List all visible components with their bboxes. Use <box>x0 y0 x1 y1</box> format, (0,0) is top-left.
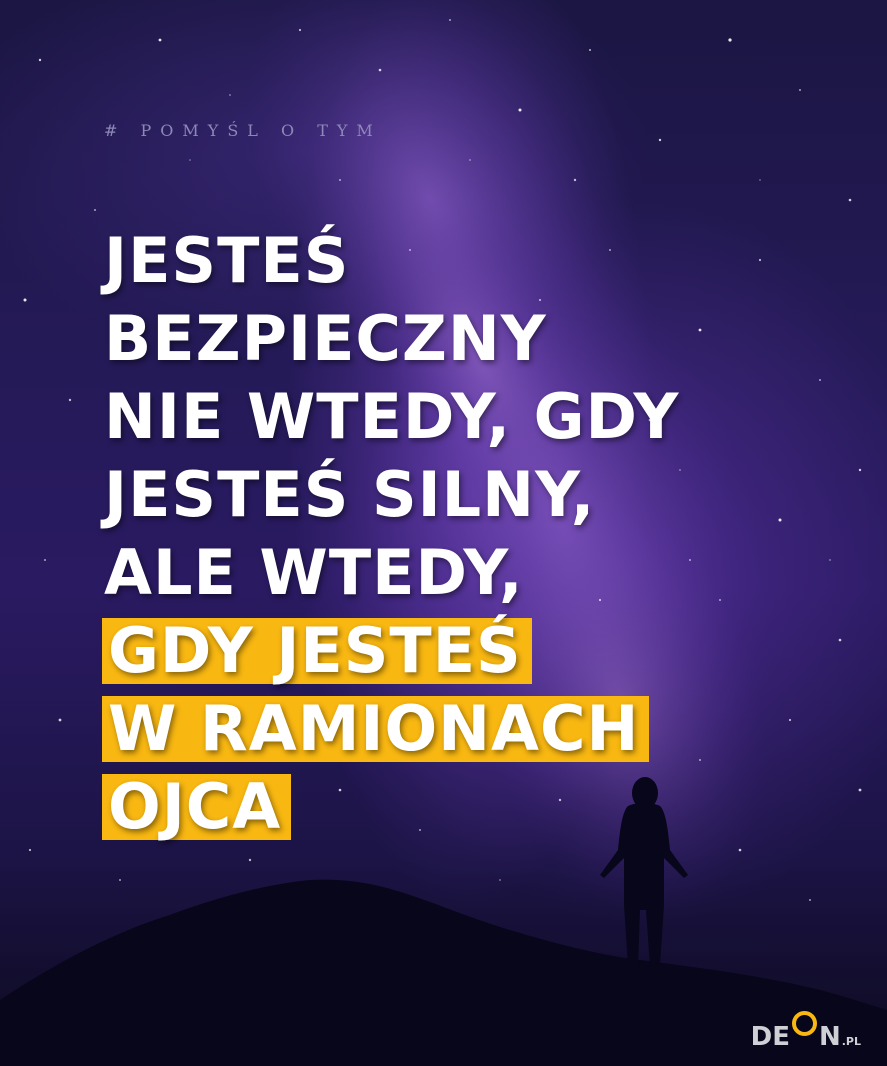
quote-line: BEZPIECZNY <box>104 302 547 375</box>
deon-logo: DE N .PL <box>751 1020 861 1052</box>
quote-line: JESTEŚ SILNY, <box>104 458 596 531</box>
logo-o-ring-icon <box>792 1011 817 1036</box>
quote-line: JESTEŚ <box>104 224 350 297</box>
hashtag-label: # POMYŚL O TYM <box>104 121 382 140</box>
quote-line-highlighted: OJCA <box>104 768 685 846</box>
quote-text <box>104 222 685 846</box>
quote-line-highlighted: W RAMIONACH <box>104 690 685 768</box>
quote-line: ALE WTEDY, <box>104 536 524 609</box>
quote-line-highlighted: GDY JESTEŚ <box>104 612 685 690</box>
quote-line: NIE WTEDY, GDY <box>104 380 680 453</box>
